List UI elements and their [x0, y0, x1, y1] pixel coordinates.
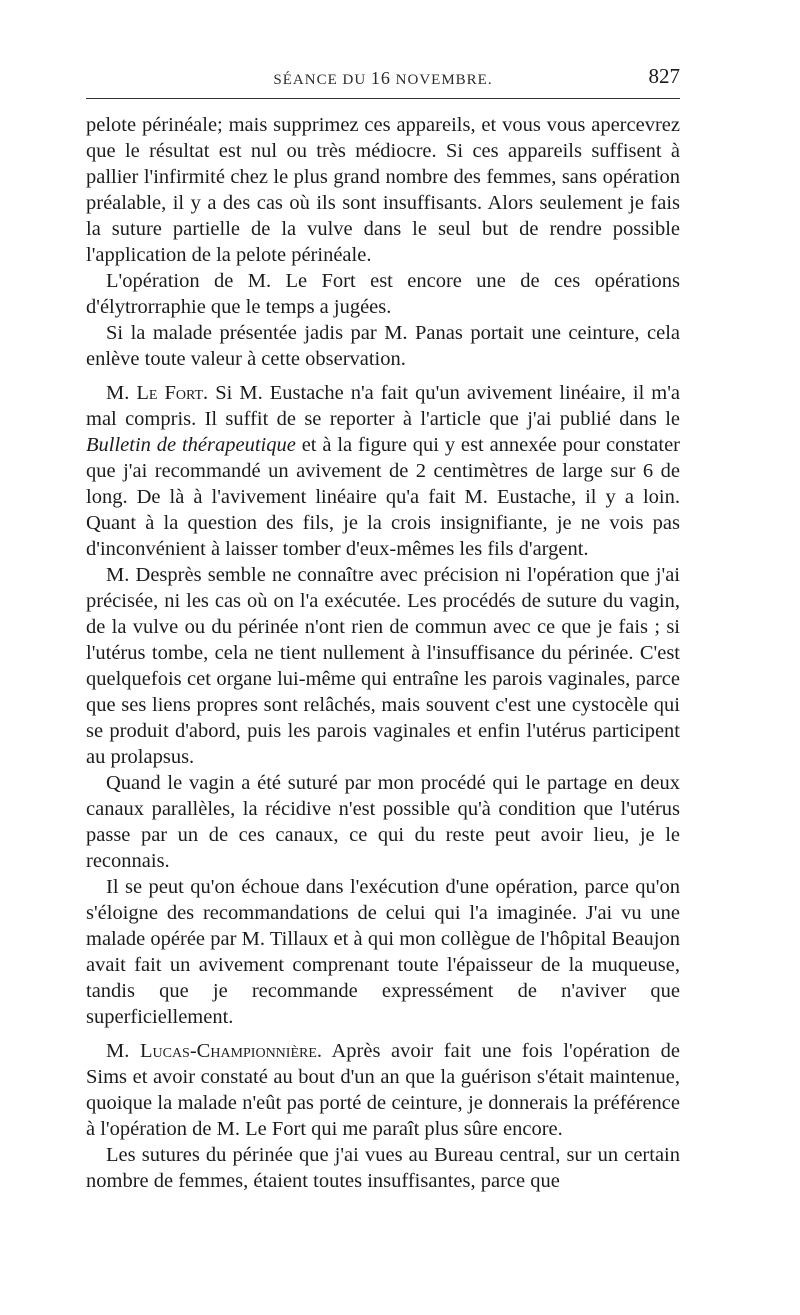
- paragraph: [86, 112, 680, 268]
- paragraph-text: L'opération de M. Le Fort est encore une de ces opérations d'élytrorraphie que le temps a jugées.: [86, 270, 680, 318]
- paragraph: [86, 1142, 680, 1194]
- paragraph-speaker-lucas-championniere: [86, 1038, 680, 1142]
- paragraph-text: Les sutures du périnée que j'ai vues au Bureau central, sur un certain nombre de femmes, étaient toutes insuffisantes, parce que: [86, 1144, 680, 1192]
- paragraph: [86, 874, 680, 1030]
- page-number: 827: [648, 64, 680, 88]
- speaker-prefix: M.: [106, 1040, 130, 1062]
- paragraph-text: Si la malade présentée jadis par M. Panas portait une ceinture, cela enlève toute valeur à cette observation.: [86, 322, 680, 370]
- body-text: [86, 112, 680, 1194]
- speaker-prefix: M.: [106, 382, 130, 404]
- speaker-name: Lucas-Championnière.: [139, 1040, 323, 1062]
- speaker-name: Le Fort.: [136, 382, 209, 404]
- paragraph: [86, 770, 680, 874]
- paragraph-text: M. Desprès semble ne connaître avec précision ni l'opération que j'ai précisée, ni les cas où on l'a exécutée. Les procédés de suture du vagin, de la vulve ou du périnée n'ont rien de commun avec ce que je fais ; si l'utérus tombe, cela ne tient nullement à l'insuffisance du périnée. C'est quelquefois cet organe lui-même qui entraîne les parois vaginales, parce que ses liens propres sont relâchés, mais souvent c'est une cystocèle qui se produit d'abord, puis les parois vaginales et enfin l'utérus participent au prolapsus.: [86, 564, 680, 768]
- header-rule: [86, 98, 680, 99]
- journal-title: Bulletin de thérapeutique: [86, 434, 296, 456]
- paragraph-text: Après avoir fait une fois l'opération de Sims et avoir constaté au bout d'un an que la guérison s'était maintenue, quoique la malade n'eût pas porté de ceinture, je donnerais la préférence à l'opération de M. Le Fort qui me paraît plus sûre encore.: [86, 1040, 681, 1140]
- running-head-prefix: SÉANCE DU: [273, 72, 367, 88]
- paragraph-speaker-le-fort: [86, 380, 680, 562]
- paragraph-text: pelote périnéale; mais supprimez ces appareils, et vous vous apercevrez que le résultat est nul ou très médiocre. Si ces appareils suffisent à pallier l'infirmité chez le plus grand nombre des femmes, sans opération préalable, il y a des cas où ils sont insuffisants. Alors seulement je fais la suture partielle de la vulve dans le seul but de rendre possible l'application de la pelote périnéale.: [86, 114, 680, 266]
- running-head: [86, 68, 680, 89]
- paragraph-text: Quand le vagin a été suturé par mon procédé qui le partage en deux canaux parallèles, la récidive n'est possible qu'à condition que l'utérus passe par un de ces canaux, ce qui du reste peut avoir lieu, je le reconnais.: [86, 772, 680, 872]
- page-header: [86, 52, 680, 96]
- paragraph: [86, 268, 680, 320]
- paragraph-text: et à la figure qui y est annexée pour constater que j'ai recommandé un avivement de 2 centimètres de large sur 6 de long. De là à l'avivement linéaire qu'a fait M. Eustache, il y a loin. Quant à la question des fils, je la crois insignifiante, je ne vois pas d'inconvénient à laisser tomber d'eux-mêmes les fils d'argent.: [86, 434, 680, 560]
- paragraph-text: Si M. Eustache n'a fait qu'un avivement linéaire, il m'a mal compris. Il suffit de se reporter à l'article que j'ai publié dans le: [86, 382, 681, 430]
- paragraph: [86, 320, 680, 372]
- running-head-date: 16: [370, 68, 391, 88]
- paragraph: [86, 562, 680, 770]
- running-head-suffix: NOVEMBRE.: [395, 72, 493, 88]
- paragraph-text: Il se peut qu'on échoue dans l'exécution d'une opération, parce qu'on s'éloigne des recommandations de celui qui l'a imaginée. J'ai vu une malade opérée par M. Tillaux et à qui mon collègue de l'hôpital Beaujon avait fait un avivement comprenant toute l'épaisseur de la muqueuse, tandis que je recommande expressément de n'aviver que superficiellement.: [86, 876, 680, 1028]
